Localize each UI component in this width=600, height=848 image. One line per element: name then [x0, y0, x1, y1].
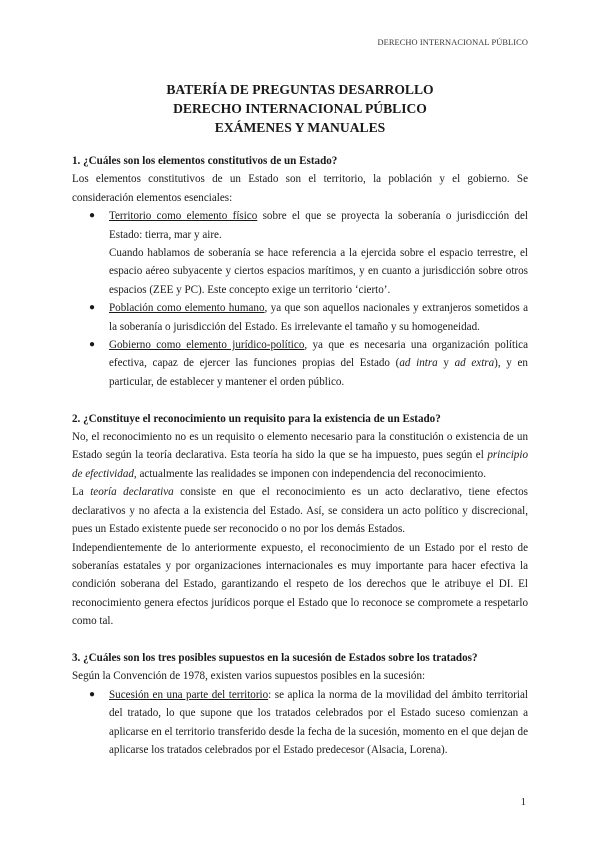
item-text: y: [437, 357, 455, 370]
paragraph-text: consiste en que el reconocimiento es un acto declarativo, tiene efectos declarativos y no afecta a la existencia del Estado. Así, se considera un acto político y discrecional, pues un Estado existente puede ser reconocido o no por los demás Estados.: [72, 486, 528, 536]
italic-ad-intra: ad intra: [399, 357, 438, 370]
question-1-title: 1. ¿Cuáles son los elementos constitutivos de un Estado?: [72, 155, 338, 167]
question-1-list: [72, 207, 528, 391]
document-body: [72, 152, 528, 759]
title-line-2: DERECHO INTERNACIONAL PÚBLICO: [173, 101, 427, 116]
item-text: ), y en particular, de establecer y mantener el orden público.: [109, 357, 528, 388]
list-item-territorio: [72, 207, 528, 299]
bullet-icon: ●: [89, 339, 96, 351]
item-text: , ya que son aquellos nacionales y extranjeros sometidos a la soberanía o jurisdicción del Estado. Es irrelevante el tamaño y su homogeneidad.: [109, 302, 528, 333]
question-3-intro: Según la Convención de 1978, existen varios supuestos posibles en la sucesión:: [72, 670, 426, 683]
bullet-icon: ●: [89, 688, 96, 700]
section-spacer: [72, 391, 528, 409]
italic-ad-extra: ad extra: [454, 357, 495, 370]
item-text: : se aplica la norma de la movilidad del ámbito territorial del tratado, lo que supone que los tratados celebrados por el Estado suceso comienzan a aplicarse en el territorio transferido desde la fecha de la sucesión, momento en el que dejan de aplicarse los tratados celebrados por el Estado predecesor (Alsacia, Lorena).: [109, 688, 528, 756]
term-poblacion: Población como elemento humano: [109, 302, 265, 315]
italic-principio: principio de efectividad: [72, 449, 528, 480]
term-sucesion: Sucesión en una parte del territorio: [109, 688, 269, 701]
item-text: sobre el que se proyecta la soberanía o jurisdicción del Estado: tierra, mar y aire.: [109, 210, 528, 241]
paragraph-text: La: [72, 486, 91, 499]
question-2-paragraph-2: [72, 483, 528, 538]
page-number: 1: [520, 797, 526, 808]
list-item-sucesion: [72, 686, 528, 760]
title-line-3: EXÁMENES Y MANUALES: [214, 120, 386, 135]
list-item-poblacion: [72, 299, 528, 336]
question-2-paragraph-3: Independientemente de lo anteriormente expuesto, el reconocimiento de un Estado por el resto de soberanías estatales y por organizaciones internacionales es muy importante para hacer efectiva la condición soberana del Estado, garantizando el respeto de los derechos que le atribuye el DI. El reconocimiento genera efectos jurídicos porque el Estado que lo reconoce se compromete a respetarlo como tal.: [72, 541, 528, 628]
question-1: [72, 152, 528, 391]
term-territorio: Territorio como elemento físico: [109, 210, 258, 223]
item-extra-text: Cuando hablamos de soberanía se hace referencia a la ejercida sobre el espacio terrestre, el espacio aéreo subyacente y ciertos espacios marítimos, y en cuanto a jurisdicción sobre otros espacios (ZEE y PC). Este concepto exige un territorio ‘cierto’.: [109, 247, 528, 296]
section-spacer: [72, 631, 528, 649]
question-2: [72, 410, 528, 631]
question-3-list: [72, 686, 528, 760]
item-text: , ya que es necesaria una organización política efectiva, capaz de ejercer las funciones propias del Estado (: [109, 339, 528, 370]
list-item-gobierno: [72, 336, 528, 391]
question-1-intro: Los elementos constitutivos de un Estado son el territorio, la población y el gobierno. Se consideración elementos esenciales:: [72, 173, 528, 204]
paragraph-text: , actualmente las realidades se imponen con independencia del reconocimiento.: [133, 467, 487, 480]
document-title: [0, 80, 600, 137]
italic-teoria: teoría declarativa: [90, 486, 174, 499]
question-2-paragraph-1: [72, 428, 528, 483]
question-3: [72, 649, 528, 759]
title-line-1: BATERÍA DE PREGUNTAS DESARROLLO: [166, 82, 434, 97]
running-header: DERECHO INTERNACIONAL PÚBLICO: [377, 38, 528, 47]
bullet-icon: ●: [89, 210, 96, 222]
question-3-title: 3. ¿Cuáles son los tres posibles supuestos en la sucesión de Estados sobre los tratados?: [72, 651, 478, 664]
bullet-icon: ●: [89, 302, 96, 314]
question-2-title: 2. ¿Constituye el reconocimiento un requisito para la existencia de un Estado?: [72, 412, 441, 425]
paragraph-text: No, el reconocimiento no es un requisito o elemento necesario para la constitución o existencia de un Estado según la teoría declarativa. Esta teoría ha sido la que se ha impuesto, pues según el: [72, 431, 528, 462]
term-gobierno: Gobierno como elemento jurídico-político: [109, 339, 305, 352]
